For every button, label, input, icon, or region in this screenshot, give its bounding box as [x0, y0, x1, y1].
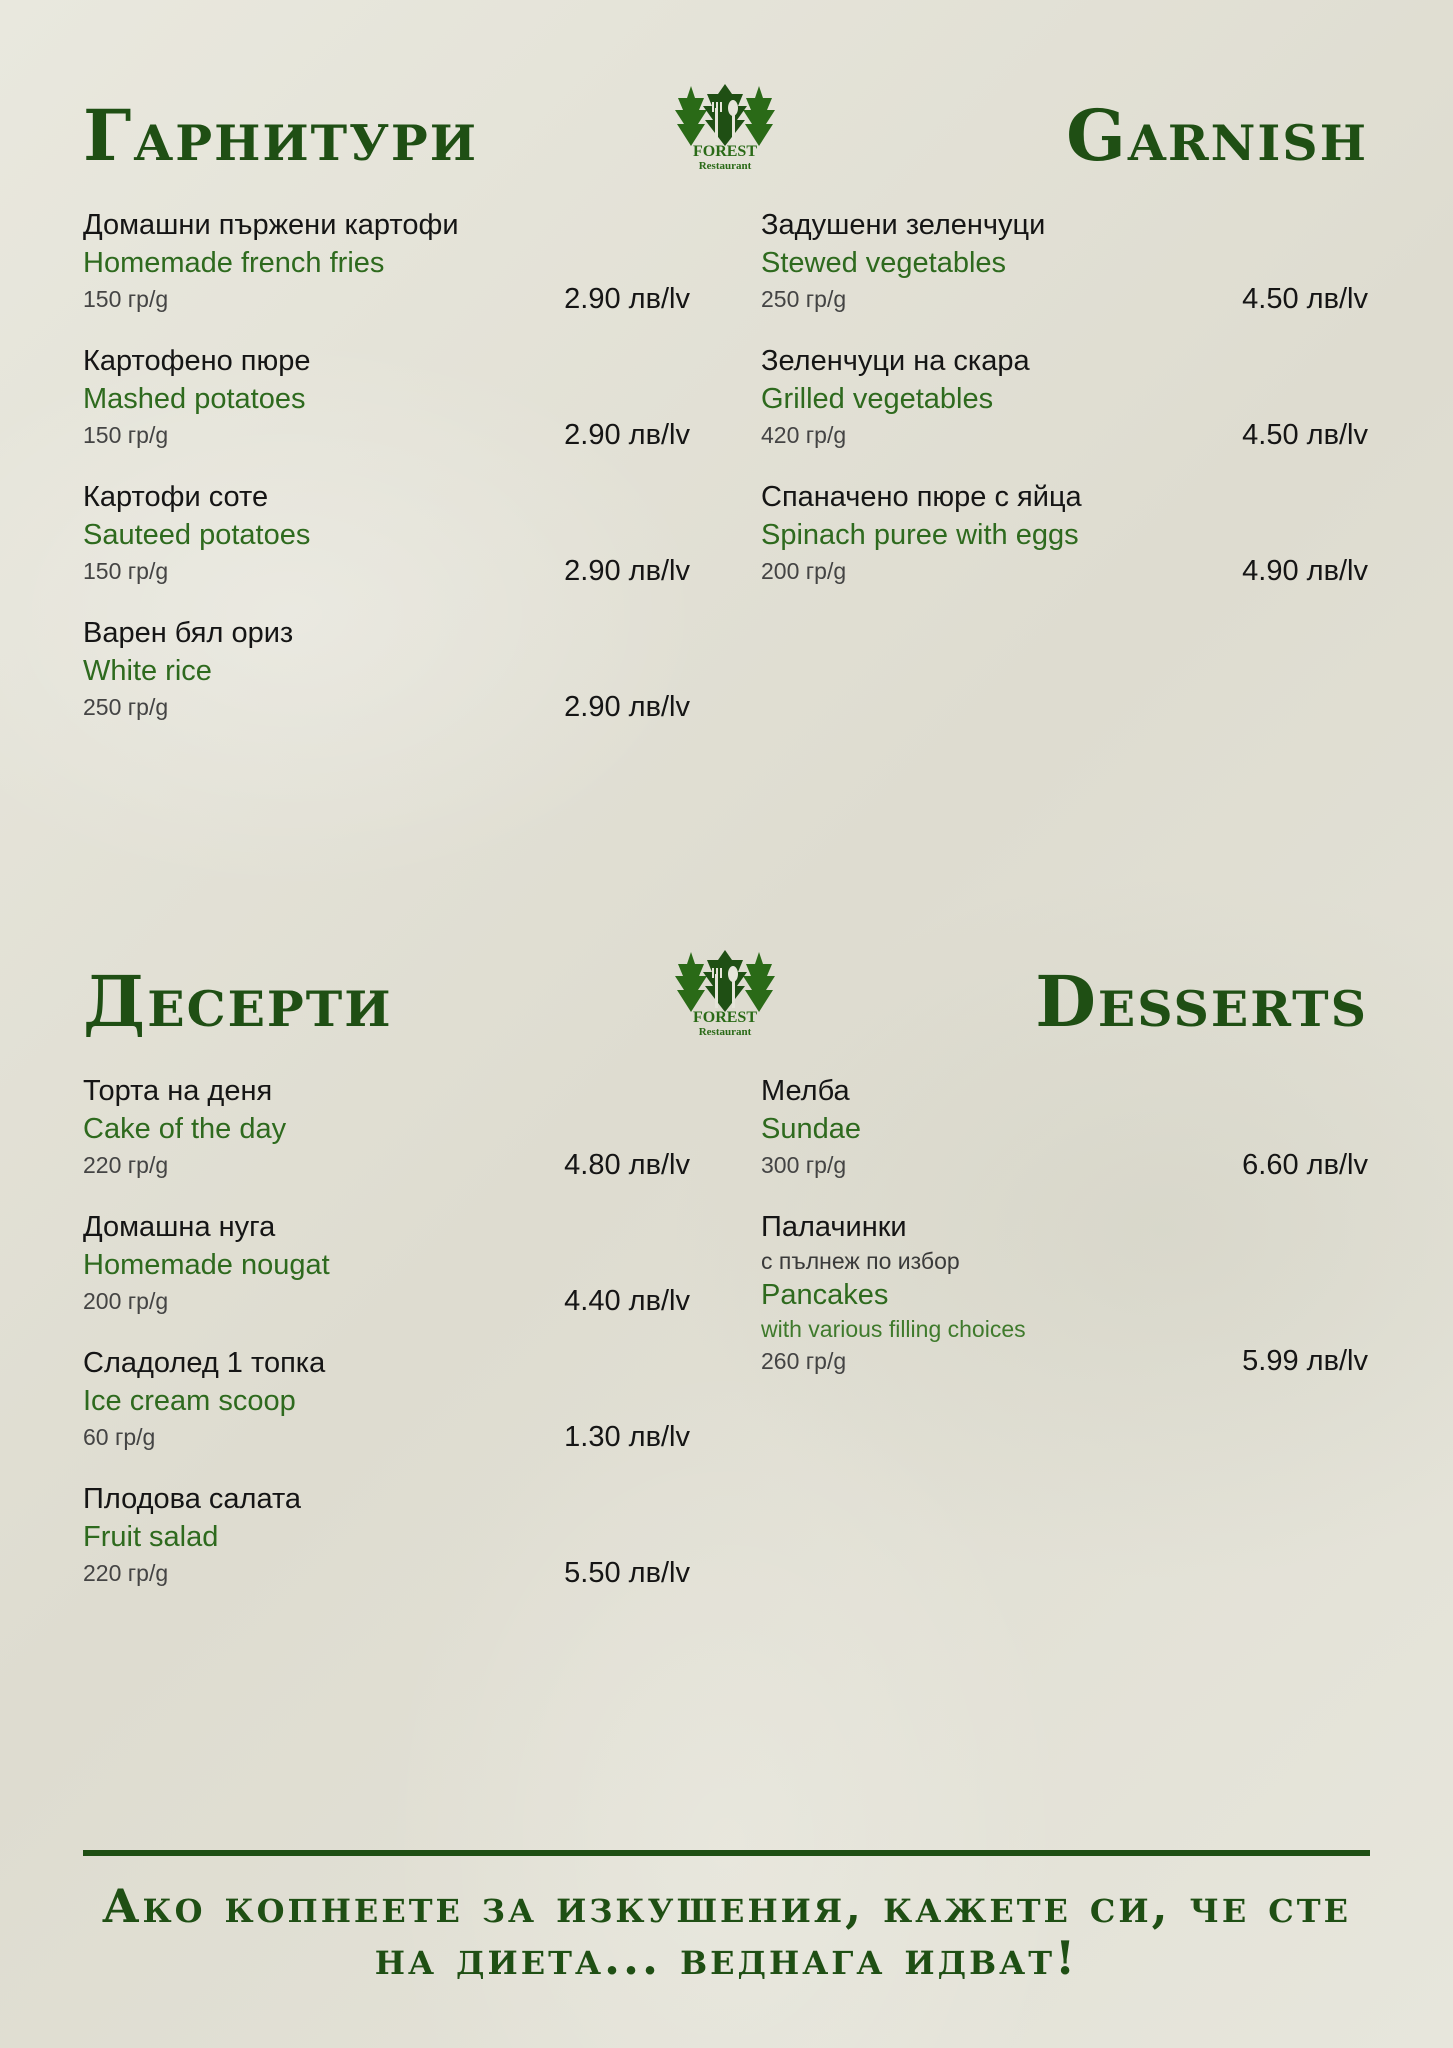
item-weight: 250 гр/g — [761, 286, 847, 312]
menu-item — [761, 342, 1368, 452]
item-weight: 250 гр/g — [83, 694, 169, 720]
menu-item — [83, 1208, 690, 1318]
item-name-bg: Палачинки — [761, 1211, 907, 1243]
menu-item — [761, 1072, 1368, 1182]
item-name-en: Fruit salad — [83, 1521, 219, 1553]
item-name-en: Stewed vegetables — [761, 247, 1007, 279]
item-name-bg: Картофи соте — [83, 481, 269, 513]
logo-line2: Restaurant — [698, 1026, 752, 1038]
item-weight: 150 гр/g — [83, 422, 169, 448]
heading-en: Garnish — [1066, 94, 1368, 177]
menu-column-right — [761, 206, 1368, 750]
menu-item — [83, 206, 690, 316]
menu-columns — [83, 1072, 1368, 1616]
section-garnish — [83, 96, 1368, 750]
item-name-en: Grilled vegetables — [761, 383, 994, 415]
item-price: 5.50 лв/lv — [564, 1557, 690, 1589]
item-price: 4.40 лв/lv — [564, 1285, 690, 1317]
menu-item — [83, 342, 690, 452]
item-name-en: Homemade french fries — [83, 247, 385, 279]
logo-line1: FOREST — [692, 1009, 757, 1026]
item-name-en: Cake of the day — [83, 1113, 287, 1145]
item-weight: 260 гр/g — [761, 1348, 847, 1374]
logo-line1: FOREST — [692, 143, 757, 160]
section-header — [83, 962, 1368, 1072]
menu-columns — [83, 206, 1368, 750]
item-price: 4.80 лв/lv — [564, 1149, 690, 1181]
item-weight: 150 гр/g — [83, 286, 169, 312]
item-name-bg: Домашна нуга — [83, 1211, 276, 1243]
heading-bg: Гарнитури — [83, 94, 479, 177]
item-price: 2.90 лв/lv — [564, 419, 690, 451]
item-price: 2.90 лв/lv — [564, 555, 690, 587]
item-price: 4.50 лв/lv — [1242, 283, 1368, 315]
footer-divider — [83, 1850, 1370, 1856]
section-desserts — [83, 962, 1368, 1616]
item-name-en: Sauteed potatoes — [83, 519, 311, 551]
menu-item — [83, 478, 690, 588]
item-name-bg: Варен бял ориз — [83, 617, 294, 649]
footer-slogan: Ако копнеете за изкушения, кажете си, че сте на диета... веднага идват! — [102, 1879, 1351, 1985]
item-price: 1.30 лв/lv — [564, 1421, 690, 1453]
item-name-bg: Торта на деня — [83, 1075, 273, 1107]
item-weight: 200 гр/g — [83, 1288, 169, 1314]
item-name-en: Homemade nougat — [83, 1249, 330, 1281]
item-weight: 150 гр/g — [83, 558, 169, 584]
item-weight: 60 гр/g — [83, 1424, 156, 1450]
menu-column-right — [761, 1072, 1368, 1616]
item-name-bg: Мелба — [761, 1075, 850, 1107]
item-weight: 300 гр/g — [761, 1152, 847, 1178]
item-weight: 220 гр/g — [83, 1560, 169, 1586]
item-weight: 420 гр/g — [761, 422, 847, 448]
forest-logo — [675, 950, 775, 1050]
section-header — [83, 96, 1368, 206]
heading-bg: Десерти — [83, 960, 393, 1043]
item-name-bg: Сладолед 1 топка — [83, 1347, 326, 1379]
forest-trees-icon — [675, 950, 775, 1012]
item-name-en: Pancakes — [761, 1279, 889, 1311]
menu-column-left — [83, 206, 690, 750]
menu-item — [83, 1480, 690, 1590]
item-name-en: Mashed potatoes — [83, 383, 306, 415]
menu-item — [761, 478, 1368, 588]
item-weight: 220 гр/g — [83, 1152, 169, 1178]
menu-column-left — [83, 1072, 690, 1616]
item-price: 2.90 лв/lv — [564, 691, 690, 723]
item-price: 2.90 лв/lv — [564, 283, 690, 315]
item-name-en: Spinach puree with eggs — [761, 519, 1079, 551]
item-name-bg: Зеленчуци на скара — [761, 345, 1030, 377]
menu-item — [83, 1344, 690, 1454]
item-name-bg: Задушени зеленчуци — [761, 209, 1046, 241]
item-name-en: White rice — [83, 655, 212, 687]
item-price: 6.60 лв/lv — [1242, 1149, 1368, 1181]
item-name-bg: Плодова салата — [83, 1483, 302, 1515]
item-price: 4.90 лв/lv — [1242, 555, 1368, 587]
item-name-bg: Спаначено пюре с яйца — [761, 481, 1082, 513]
item-price: 5.99 лв/lv — [1242, 1345, 1368, 1377]
forest-logo — [675, 84, 775, 184]
item-name-en: Ice cream scoop — [83, 1385, 296, 1417]
menu-item — [761, 1208, 1368, 1378]
item-price: 4.50 лв/lv — [1242, 419, 1368, 451]
item-name-bg: Домашни пържени картофи — [83, 209, 459, 241]
item-weight: 200 гр/g — [761, 558, 847, 584]
logo-line2: Restaurant — [698, 160, 752, 172]
item-note-en: with various filling choices — [761, 1316, 1026, 1342]
menu-item — [83, 614, 690, 724]
item-name-bg: Картофено пюре — [83, 345, 311, 377]
item-note-bg: с пълнеж по избор — [761, 1248, 960, 1274]
menu-item — [83, 1072, 690, 1182]
forest-trees-icon — [675, 84, 775, 146]
item-name-en: Sundae — [761, 1113, 861, 1145]
menu-item — [761, 206, 1368, 316]
heading-en: Desserts — [1035, 960, 1368, 1043]
